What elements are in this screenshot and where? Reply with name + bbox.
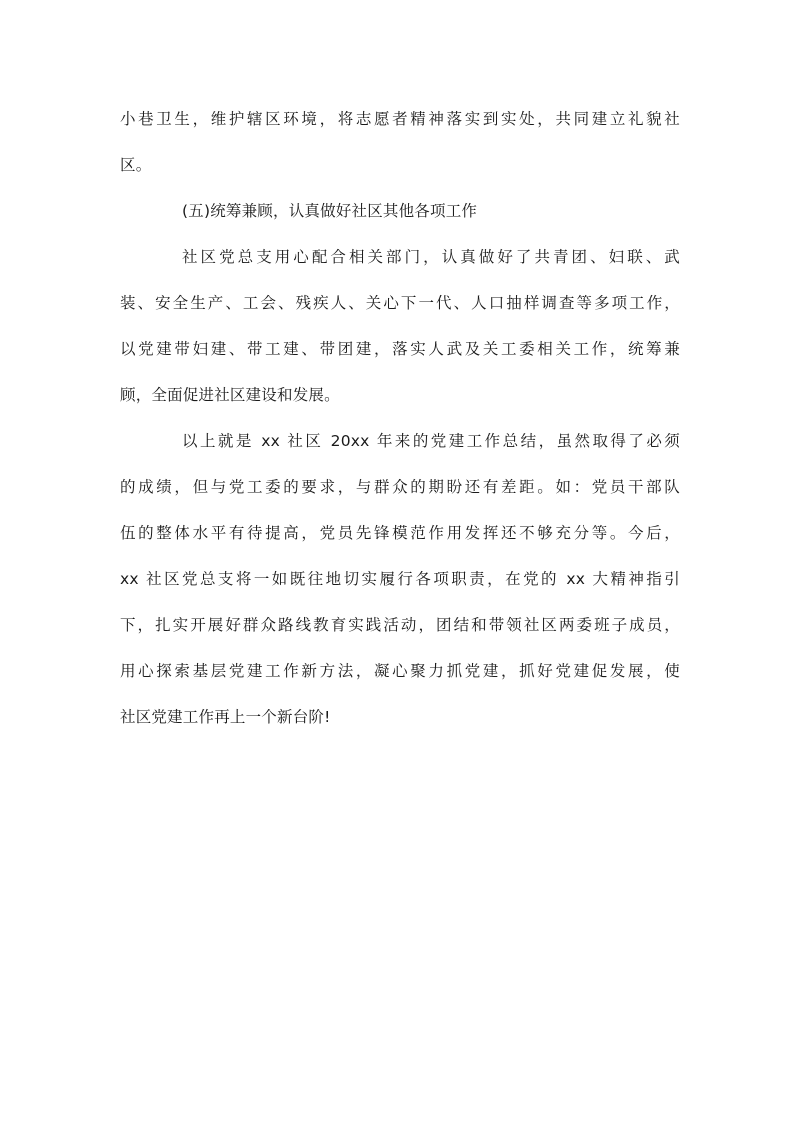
text-line	[120, 648, 680, 694]
section-heading	[120, 188, 680, 234]
text-line-content: 伍的整体水平有待提高，党员先锋模范作用发挥还不够充分等。今后，	[120, 524, 680, 542]
text-line-content: 区。	[120, 156, 152, 174]
text-line	[120, 464, 680, 510]
text-line	[120, 418, 680, 464]
text-line-content: 下，扎实开展好群众路线教育实践活动，团结和带领社区两委班子成员，	[120, 616, 680, 634]
text-line-content: 社区党总支用心配合相关部门，认真做好了共青团、妇联、武	[182, 248, 680, 266]
text-line	[120, 142, 680, 188]
text-line-content: 小巷卫生，维护辖区环境，将志愿者精神落实到实处，共同建立礼貌社	[120, 110, 680, 128]
text-line-content: 以上就是 xx 社区 20xx 年来的党建工作总结，虽然取得了必须	[182, 432, 680, 450]
text-line	[120, 556, 680, 602]
document-body	[120, 96, 680, 740]
section-heading-text: (五)统筹兼顾，认真做好社区其他各项工作	[182, 202, 478, 220]
text-line	[120, 280, 680, 326]
text-line	[120, 96, 680, 142]
text-line	[120, 326, 680, 372]
text-line-content: 装、安全生产、工会、残疾人、关心下一代、人口抽样调查等多项工作，	[120, 294, 680, 312]
text-line-content: 用心探索基层党建工作新方法，凝心聚力抓党建，抓好党建促发展，使	[120, 662, 680, 680]
text-line-content: 以党建带妇建、带工建、带团建，落实人武及关工委相关工作，统筹兼	[120, 340, 680, 358]
text-line-content: 的成绩，但与党工委的要求，与群众的期盼还有差距。如：党员干部队	[120, 478, 680, 496]
text-line-content: xx 社区党总支将一如既往地切实履行各项职责，在党的 xx 大精神指引	[120, 570, 680, 588]
text-line-content: 顾，全面促进社区建设和发展。	[120, 386, 340, 404]
text-line	[120, 602, 680, 648]
text-line	[120, 234, 680, 280]
text-line	[120, 372, 680, 418]
text-line	[120, 694, 680, 740]
text-line-content: 社区党建工作再上一个新台阶!	[120, 708, 331, 726]
text-line	[120, 510, 680, 556]
